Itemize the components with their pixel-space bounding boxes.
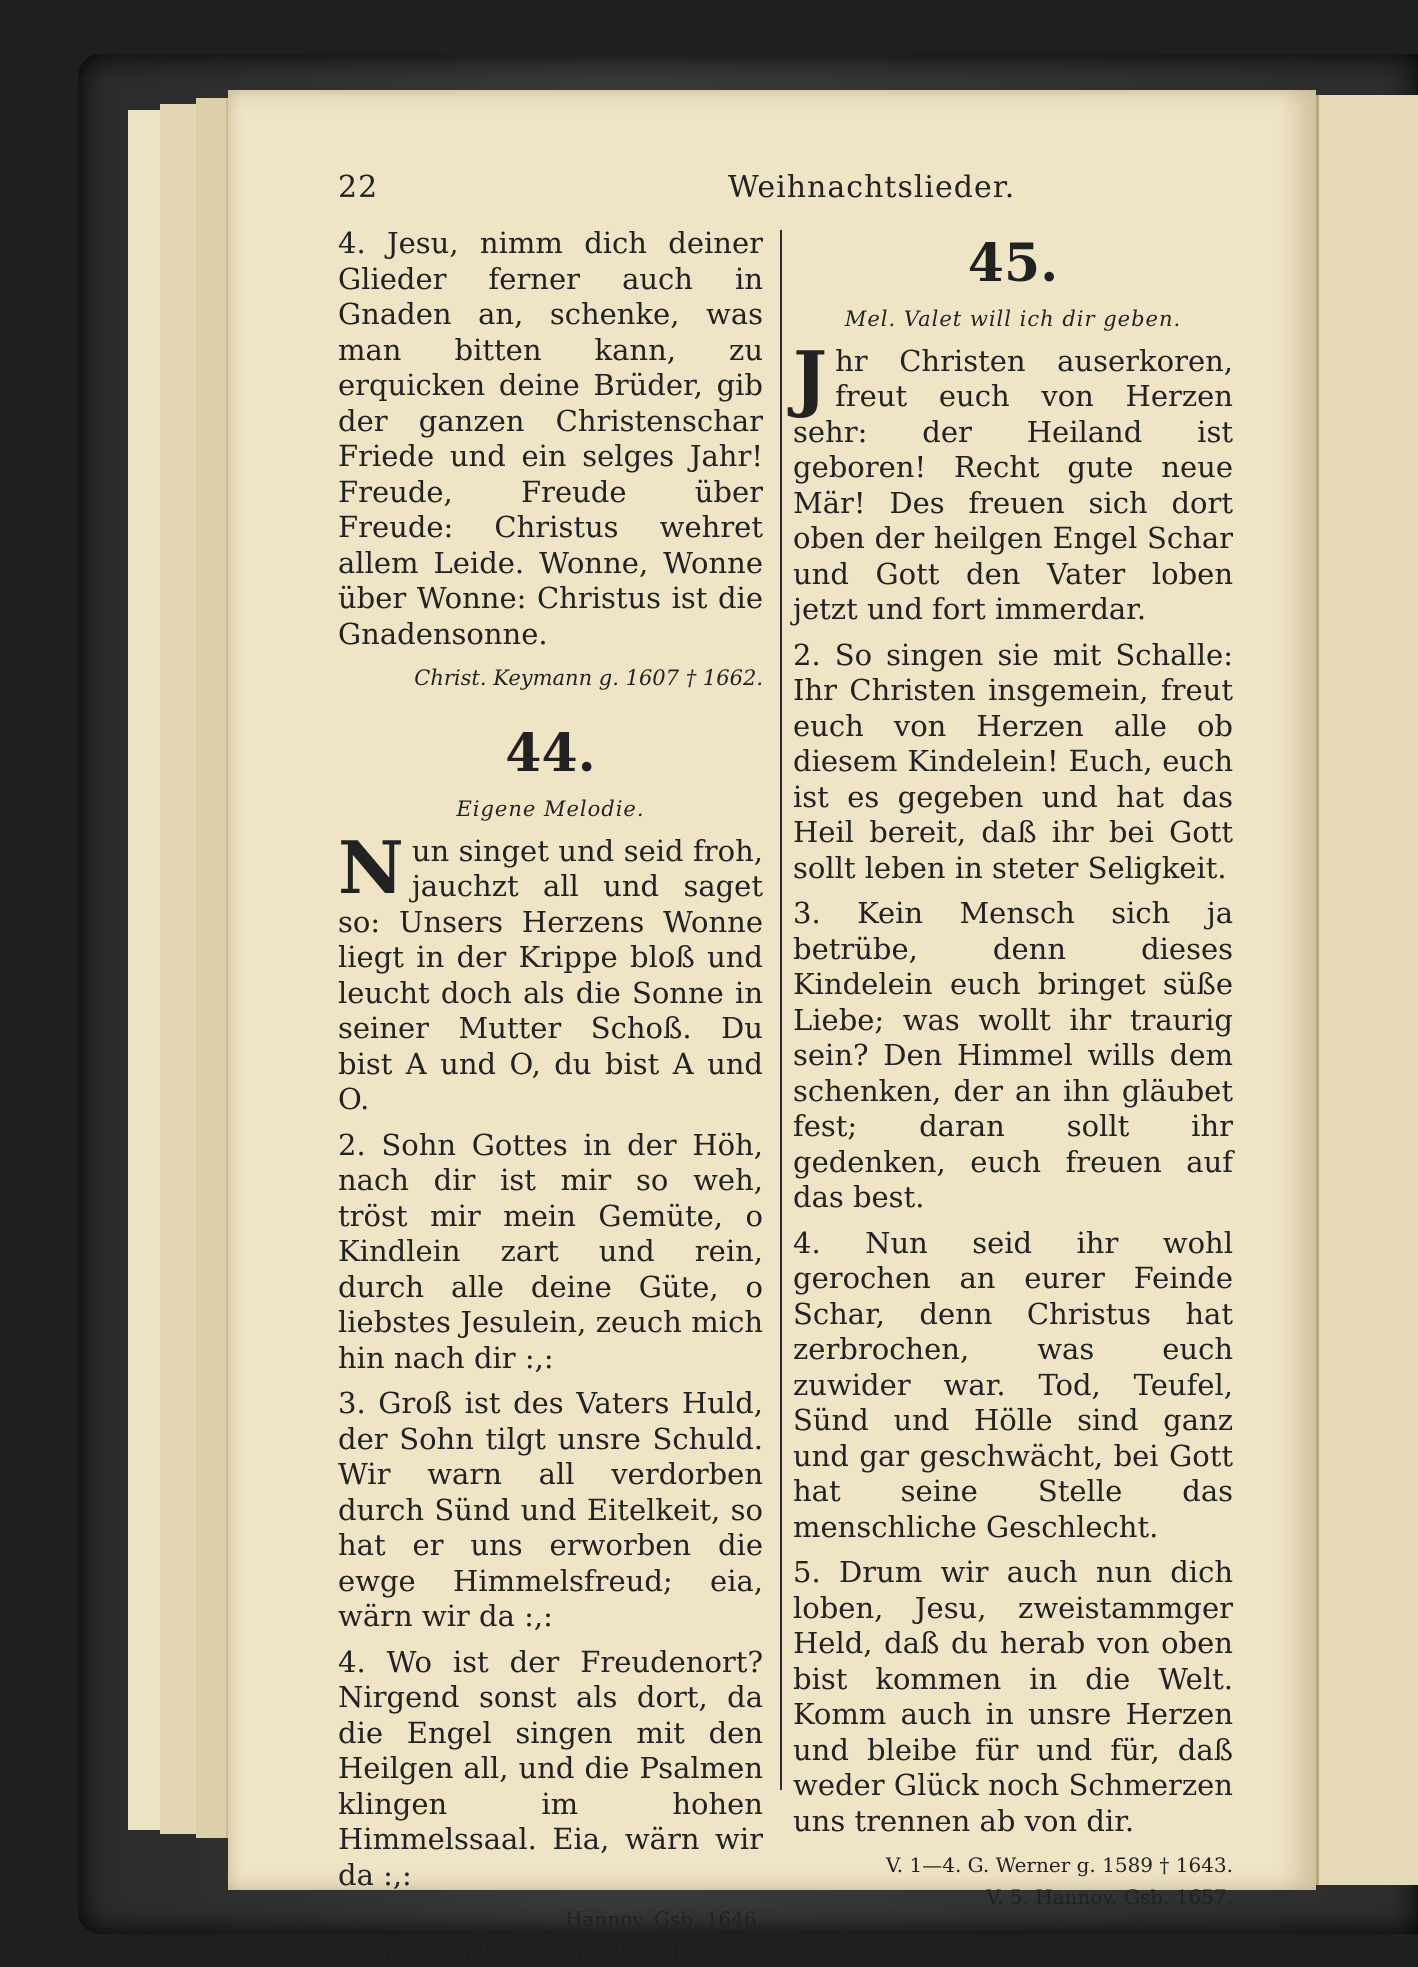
hymn44-stanza-4: 4. Wo ist der Freudenort? Nirgend sonst als dort, da die Engel singen mit den Heilgen all, und die Psalmen klingen im hohen Himmelssaal. Eia, wärn wir da :,: [338, 1644, 763, 1892]
hymn45-attribution-verse-5: V. 5. Hannov. Gsb. 1657. [986, 1885, 1233, 1909]
hymn44-attribution-origin: Nach dem Lateinischen In dulci jubilo. [371, 1939, 763, 1963]
stanza-4-previous-hymn: 4. Jesu, nimm dich deiner Glieder ferner auch in Gnaden an, schenke, was man bitten kann, zu erquicken deine Brüder, gib der ganzen Christenschar Friede und ein selges Jahr! Freude, Freude über Freude: Christus wehret allem Leide. Wonne, Wonne über Wonne: Christus ist die Gnadensonne. [338, 226, 763, 651]
right-column [793, 226, 1233, 1913]
left-column [338, 226, 763, 1967]
hymn44-attribution-source: Hannov. Gsb. 1646. [565, 1907, 763, 1931]
drop-cap: N [338, 824, 404, 910]
hymn-number-44: 44. [505, 723, 596, 784]
hymn44-stanza-1 [338, 824, 763, 1118]
hymn45-stanza-1 [793, 334, 1233, 628]
hymn44-stanza-2: 2. Sohn Gottes in der Höh, nach dir ist mir so weh, tröst mir mein Gemüte, o Kindlein zart und rein, durch alle deine Güte, o liebstes Jesulein, zeuch mich hin nach dir :,: [338, 1127, 763, 1375]
hymn45-stanza-3: 3. Kein Mensch sich ja betrübe, denn dieses Kindelein euch bringet süße Liebe; was wollt ihr traurig sein? Den Himmel wills dem schenken, der an ihn gläubet fest; daran sollt ihr gedenken, euch freuen auf das best. [793, 896, 1233, 1214]
melody-note-45: Mel. Valet will ich dir geben. [844, 307, 1182, 331]
page-number: 22 [338, 170, 379, 205]
attribution-previous-hymn: Christ. Keymann g. 1607 † 1662. [414, 666, 763, 690]
running-title: Weihnachtslieder. [728, 170, 1016, 205]
hymn45-stanza-5: 5. Drum wir auch nun dich loben, Jesu, zweistammger Held, daß du herab von oben bist kommen in die Welt. Komm auch in unsre Herzen und bleibe für und für, daß weder Glück noch Schmerzen uns trennen ab von dir. [793, 1555, 1233, 1838]
hymn45-stanza-4: 4. Nun seid ihr wohl gerochen an eurer Feinde Schar, denn Christus hat zerbrochen, was euch zuwider war. Tod, Teufel, Sünd und Hölle sind ganz und gar geschwächt, bei Gott hat seine Stelle das menschliche Geschlecht. [793, 1225, 1233, 1544]
hymn44-stanza-3: 3. Groß ist des Vaters Huld, der Sohn tilgt unsre Schuld. Wir warn all verdorben durch Sünd und Eitelkeit, so hat er uns erworben die ewge Himmelsfreud; eia, wärn wir da :,: [338, 1386, 763, 1633]
hymn45-stanza-2: 2. So singen sie mit Schalle: Ihr Christen insgemein, freut euch von Herzen alle ob diesem Kindelein! Euch, euch ist es gegeben und hat das Heil bereit, daß ihr bei Gott sollt leben in steter Seligkeit. [793, 637, 1233, 885]
column-divider [780, 230, 782, 1790]
facing-page-edge [1316, 95, 1418, 1885]
page-edge [196, 98, 228, 1838]
hymn44-stanza-1-text: un singet und seid froh, jauchzt all und saget so: Unsers Herzens Wonne liegt in der Krippe bloß und leucht doch als die Sonne in seiner Mutter Schoß. Du bist A und O, du bist A und O. [338, 833, 763, 1116]
hymn45-stanza-1-text: hr Christen auserkoren, freut euch von Herzen sehr: der Heiland ist geboren! Recht gute neue Mär! Des freuen sich dort oben der heilgen Engel Schar und Gott den Vater loben jetzt und fort immerdar. [793, 343, 1233, 626]
hymn-number-45: 45. [967, 233, 1059, 294]
drop-cap: J [793, 334, 828, 420]
melody-note-44: Eigene Melodie. [456, 797, 645, 821]
hymn45-attribution-verses-1-4: V. 1—4. G. Werner g. 1589 † 1643. [885, 1853, 1233, 1877]
book-page [228, 90, 1316, 1963]
